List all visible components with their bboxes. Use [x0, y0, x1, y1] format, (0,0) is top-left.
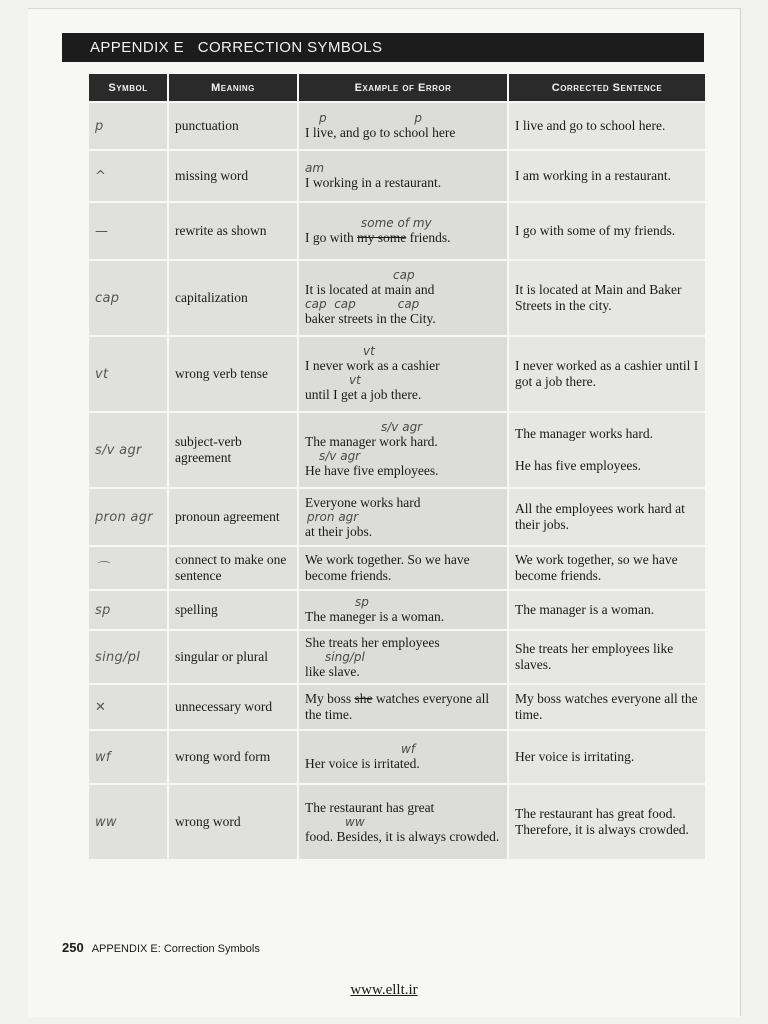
table-row — [88, 546, 706, 590]
appendix-title: APPENDIX E CORRECTION SYMBOLS — [90, 39, 383, 56]
example-cell — [298, 488, 508, 546]
example-text: food. Besides, it is always crowded. — [305, 828, 500, 844]
correction-mark: pron agr — [307, 509, 359, 524]
correction-mark: sing/pl — [325, 649, 365, 664]
example-text: The manager work hard. — [305, 434, 438, 449]
symbol-cell: ✕ — [88, 684, 168, 730]
table-row — [88, 730, 706, 784]
meaning-cell: wrong verb tense — [168, 336, 298, 412]
symbol-cell: sp — [88, 590, 168, 630]
symbol-cell: ⌒ — [88, 546, 168, 590]
corrected-cell: All the employees work hard at their jobs. — [508, 488, 706, 546]
meaning-cell: capitalization — [168, 260, 298, 336]
example-cell — [298, 412, 508, 488]
example-text: She treats her employees — [305, 634, 440, 650]
meaning-cell: pronoun agreement — [168, 488, 298, 546]
meaning-cell: subject-verb agreement — [168, 412, 298, 488]
table-header-row — [88, 74, 706, 102]
example-text: The restaurant has great — [305, 799, 435, 815]
correction-mark: p p — [319, 110, 422, 125]
table-row — [88, 488, 706, 546]
example-text: Her voice is irritated. — [305, 755, 420, 771]
corrected-cell: Her voice is irritating. — [508, 730, 706, 784]
corrected-cell: She treats her employees like slaves. — [508, 630, 706, 684]
column-header-corrected: Corrected Sentence — [508, 74, 706, 102]
example-cell: We work together. So we have become friends. — [298, 546, 508, 590]
correction-mark: some of my — [361, 215, 432, 230]
table-row — [88, 102, 706, 150]
example-text: It is located at main and — [305, 282, 435, 297]
meaning-cell: connect to make one sentence — [168, 546, 298, 590]
corrected-cell: I go with some of my friends. — [508, 202, 706, 260]
example-cell — [298, 150, 508, 202]
corrected-cell: The manager is a woman. — [508, 590, 706, 630]
appendix-title-bar — [62, 33, 704, 62]
column-header-symbol: Symbol — [88, 74, 168, 102]
symbol-cell: s/v agr — [88, 412, 168, 488]
table-row — [88, 202, 706, 260]
table-row — [88, 260, 706, 336]
correction-mark: ww — [345, 814, 365, 829]
example-text: I working in a restaurant. — [305, 174, 442, 190]
corrected-cell: The restaurant has great food. Therefore, it is always crowded. — [508, 784, 706, 860]
symbol-cell: vt — [88, 336, 168, 412]
example-cell: My boss she watches everyone all the time. — [298, 684, 508, 730]
meaning-cell: punctuation — [168, 102, 298, 150]
symbol-cell: sing/pl — [88, 630, 168, 684]
column-header-example: Example of Error — [298, 74, 508, 102]
example-text: He have five employees. — [305, 463, 439, 478]
meaning-cell: singular or plural — [168, 630, 298, 684]
meaning-cell: spelling — [168, 590, 298, 630]
symbol-cell: pron agr — [88, 488, 168, 546]
correction-mark: wf — [401, 741, 416, 756]
correction-mark: cap — [393, 268, 415, 282]
corrected-cell: My boss watches everyone all the time. — [508, 684, 706, 730]
example-cell — [298, 260, 508, 336]
table-row — [88, 630, 706, 684]
example-cell — [298, 784, 508, 860]
corrected-cell: The manager works hard. He has five employees. — [508, 412, 706, 488]
example-cell — [298, 590, 508, 630]
meaning-cell: rewrite as shown — [168, 202, 298, 260]
meaning-cell: wrong word form — [168, 730, 298, 784]
meaning-cell: missing word — [168, 150, 298, 202]
corrected-cell: I live and go to school here. — [508, 102, 706, 150]
symbol-cell: ww — [88, 784, 168, 860]
page-edge — [740, 8, 741, 1016]
example-text: I go with my some friends. — [305, 229, 451, 245]
example-cell — [298, 336, 508, 412]
column-header-meaning: Meaning — [168, 74, 298, 102]
corrected-cell: It is located at Main and Baker Streets in the city. — [508, 260, 706, 336]
correction-mark: sp — [355, 594, 369, 609]
correction-mark: s/v agr — [381, 420, 423, 434]
example-text: I live, and go to school here — [305, 124, 456, 140]
table-row — [88, 784, 706, 860]
page-number: 250 — [62, 940, 84, 955]
table-row — [88, 150, 706, 202]
page-footer — [62, 940, 260, 955]
symbol-cell: ^ — [88, 150, 168, 202]
corrected-cell: I am working in a restaurant. — [508, 150, 706, 202]
symbol-cell: wf — [88, 730, 168, 784]
correction-mark: vt — [349, 373, 361, 387]
meaning-cell: unnecessary word — [168, 684, 298, 730]
meaning-cell: wrong word — [168, 784, 298, 860]
correction-symbols-table — [87, 74, 707, 861]
correction-mark: s/v agr — [319, 449, 361, 463]
example-text: baker streets in the City. — [305, 311, 436, 326]
example-text: Everyone works hard — [305, 494, 421, 510]
example-cell — [298, 730, 508, 784]
example-text: until I get a job there. — [305, 387, 422, 402]
symbol-cell: — — [88, 202, 168, 260]
correction-mark: cap cap cap — [305, 297, 420, 311]
symbol-cell: cap — [88, 260, 168, 336]
example-text: like slave. — [305, 663, 360, 679]
correction-mark: vt — [363, 344, 375, 358]
example-cell — [298, 630, 508, 684]
corrected-cell: We work together, so we have become friends. — [508, 546, 706, 590]
table-row — [88, 336, 706, 412]
correction-mark: am — [305, 160, 325, 175]
footer-label: APPENDIX E: Correction Symbols — [91, 943, 260, 955]
example-cell — [298, 202, 508, 260]
example-text: The maneger is a woman. — [305, 608, 445, 624]
table-row — [88, 684, 706, 730]
example-text: at their jobs. — [305, 523, 373, 539]
symbol-cell: p — [88, 102, 168, 150]
table-row — [88, 590, 706, 630]
table-row — [88, 412, 706, 488]
site-link[interactable]: www.ellt.ir — [350, 982, 418, 998]
example-cell — [298, 102, 508, 150]
example-text: I never work as a cashier — [305, 358, 440, 373]
corrected-cell: I never worked as a cashier until I got a job there. — [508, 336, 706, 412]
